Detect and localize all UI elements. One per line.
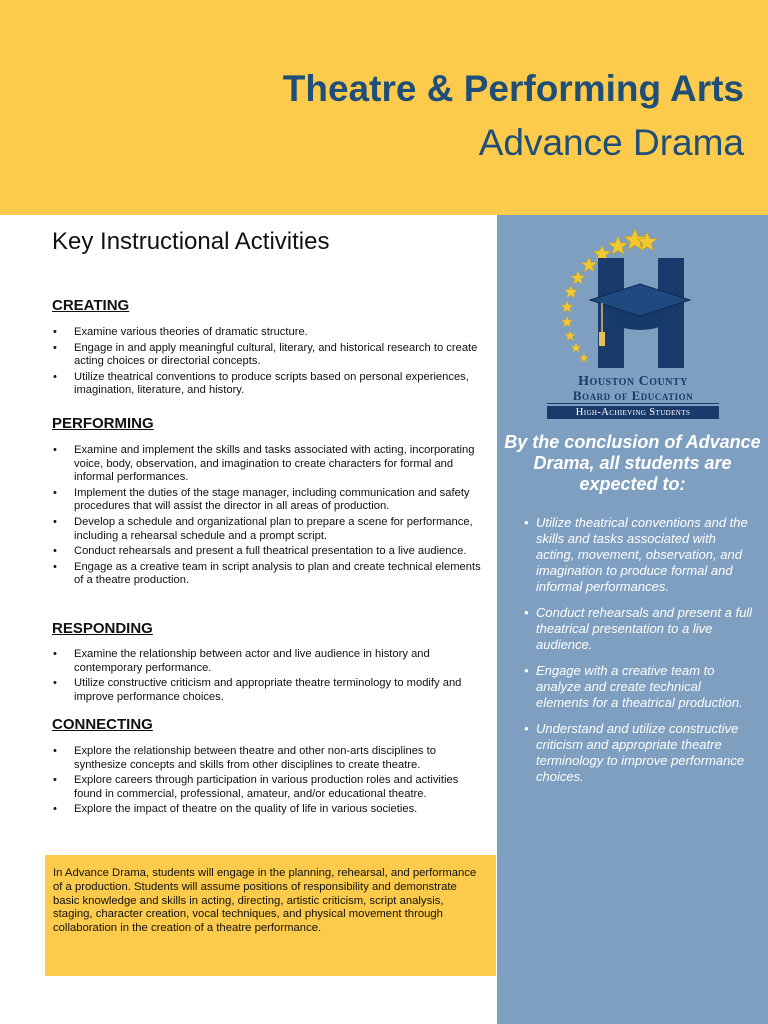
responding-list bbox=[52, 648, 484, 706]
list-item: • Explore the relationship between theatre and other non-arts disciplines to synthesize concepts and skills from other disciplines to create theatre. bbox=[52, 745, 484, 772]
connecting-list bbox=[52, 745, 484, 819]
creating-list bbox=[52, 326, 484, 400]
performing-list bbox=[52, 444, 484, 590]
list-item: • Explore careers through participation in various production roles and activities found in commercial, professional, amateur, and/or educational theatre. bbox=[52, 774, 484, 801]
summary-text: In Advance Drama, students will engage in the planning, rehearsal, and performance of a production. Students will assume positions of responsibility and demonstrate basic knowledge and skills in acting, directing, artistic criticism, script analysis, staging, character creation, vocal techniques, and physical movement through collaboration in the creation of a theatre performance. bbox=[53, 867, 477, 935]
list-item: • Conduct rehearsals and present a full theatrical presentation to a live audience. bbox=[522, 605, 754, 653]
list-item: • Develop a schedule and organizational plan to prepare a scene for performance, including a rehearsal schedule and a prompt script. bbox=[52, 516, 484, 543]
logo-tagline: High-Achieving Students bbox=[547, 406, 719, 419]
section-heading-creating: CREATING bbox=[52, 297, 130, 314]
summary-box bbox=[45, 855, 496, 976]
logo-board: Board of Education bbox=[572, 388, 694, 403]
list-item: • Explore the impact of theatre on the quality of life in various societies. bbox=[52, 803, 484, 817]
section-heading-connecting: CONNECTING bbox=[52, 716, 153, 733]
expectations-list bbox=[522, 515, 754, 795]
section-heading-responding: RESPONDING bbox=[52, 620, 153, 637]
list-item: • Engage as a creative team in script analysis to plan and create technical elements of a theatre production. bbox=[52, 561, 484, 588]
list-item: • Understand and utilize constructive criticism and appropriate theatre terminology to improve performance choices. bbox=[522, 721, 754, 785]
list-item: • Examine and implement the skills and tasks associated with acting, incorporating voice, body, observation, and imagination to create characters for formal and informal performances. bbox=[52, 444, 484, 485]
logo-divider bbox=[547, 403, 719, 404]
key-activities-heading: Key Instructional Activities bbox=[52, 228, 330, 255]
list-item: • Examine the relationship between actor and live audience in history and contemporary performance. bbox=[52, 648, 484, 675]
list-item: • Conduct rehearsals and present a full theatrical presentation to a live audience. bbox=[52, 545, 484, 559]
list-item: • Implement the duties of the stage manager, including communication and safety procedures that will assist the director in all areas of production. bbox=[52, 487, 484, 514]
list-item: • Examine various theories of dramatic structure. bbox=[52, 326, 484, 340]
page-subtitle: Advance Drama bbox=[478, 122, 744, 163]
list-item: • Utilize constructive criticism and appropriate theatre terminology to modify and improve performance choices. bbox=[52, 677, 484, 704]
section-heading-performing: PERFORMING bbox=[52, 415, 154, 432]
logo-name: Houston County bbox=[578, 374, 688, 389]
list-item: • Engage with a creative team to analyze and create technical elements for a theatrical production. bbox=[522, 663, 754, 711]
list-item: • Utilize theatrical conventions and the skills and tasks associated with acting, movement, observation, and imagination to produce formal and informal performances. bbox=[522, 515, 754, 595]
page-title: Theatre & Performing Arts bbox=[282, 68, 744, 109]
expectations-heading: By the conclusion of Advance Drama, all students are expected to: bbox=[504, 432, 761, 494]
list-item: • Engage in and apply meaningful cultural, literary, and historical research to create acting choices or directorial concepts. bbox=[52, 342, 484, 369]
list-item: • Utilize theatrical conventions to produce scripts based on personal experiences, imagination, literature, and history. bbox=[52, 371, 484, 398]
